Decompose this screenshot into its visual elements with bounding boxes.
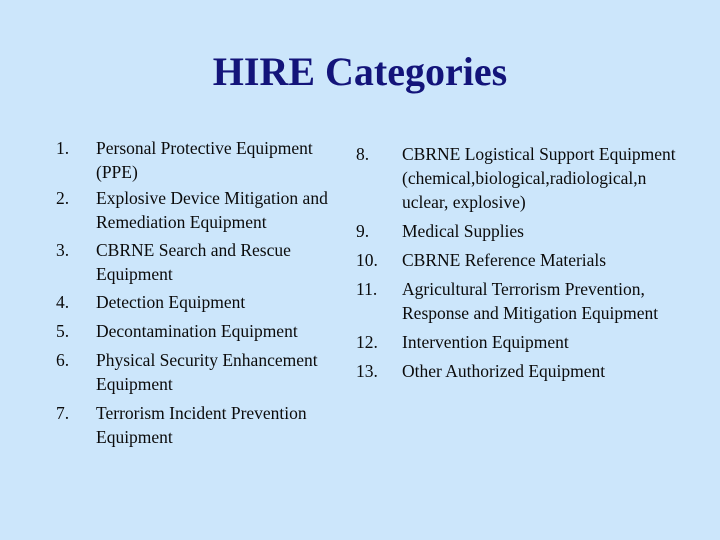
list-item bbox=[56, 348, 356, 396]
list-item-number: 10. bbox=[356, 250, 378, 270]
list-item-text: Physical Security Enhancement Equipment bbox=[96, 350, 318, 394]
list-item bbox=[356, 219, 696, 243]
list-item bbox=[56, 290, 356, 314]
list-item-text: Other Authorized Equipment bbox=[402, 361, 606, 381]
list-item bbox=[356, 277, 696, 325]
list-item-number: 5. bbox=[56, 321, 70, 341]
list-item-text: Decontamination Equipment bbox=[96, 321, 298, 341]
list-item-number: 13. bbox=[356, 361, 378, 381]
list-item-number: 4. bbox=[56, 292, 70, 312]
list-item bbox=[356, 330, 696, 354]
list-item-text: Agricultural Terrorism Prevention, Response and Mitigation Equipment bbox=[402, 279, 659, 323]
list-item bbox=[356, 359, 696, 383]
list-item bbox=[356, 142, 696, 214]
list-item-number: 12. bbox=[356, 332, 378, 352]
list-item-text: CBRNE Reference Materials bbox=[402, 250, 607, 270]
list-item-text: CBRNE Logistical Support Equipment (chemical,biological,radiological,n uclear, explosive) bbox=[402, 144, 676, 212]
list-item-text: Personal Protective Equipment (PPE) bbox=[96, 138, 313, 182]
list-item bbox=[56, 136, 356, 184]
list-item-number: 11. bbox=[356, 279, 378, 299]
list-item bbox=[56, 401, 356, 449]
list-item bbox=[56, 238, 356, 286]
list-item-number: 8. bbox=[356, 144, 370, 164]
list-item bbox=[56, 186, 356, 234]
left-category-list bbox=[56, 136, 356, 449]
list-item-text: CBRNE Search and Rescue Equipment bbox=[96, 240, 291, 284]
list-item-text: Intervention Equipment bbox=[402, 332, 569, 352]
list-item-number: 6. bbox=[56, 350, 70, 370]
list-item-number: 1. bbox=[56, 138, 70, 158]
list-item-number: 2. bbox=[56, 188, 70, 208]
slide-title: HIRE Categories bbox=[212, 49, 508, 94]
list-item-number: 9. bbox=[356, 221, 370, 241]
list-item bbox=[356, 248, 696, 272]
list-item-number: 7. bbox=[56, 403, 70, 423]
list-item-number: 3. bbox=[56, 240, 70, 260]
list-item-text: Terrorism Incident Prevention Equipment bbox=[96, 403, 307, 447]
list-item-text: Medical Supplies bbox=[402, 221, 524, 241]
list-item-text: Detection Equipment bbox=[96, 292, 246, 312]
list-item-text: Explosive Device Mitigation and Remediation Equipment bbox=[96, 188, 328, 232]
right-category-list bbox=[356, 142, 696, 383]
list-item bbox=[56, 319, 356, 343]
